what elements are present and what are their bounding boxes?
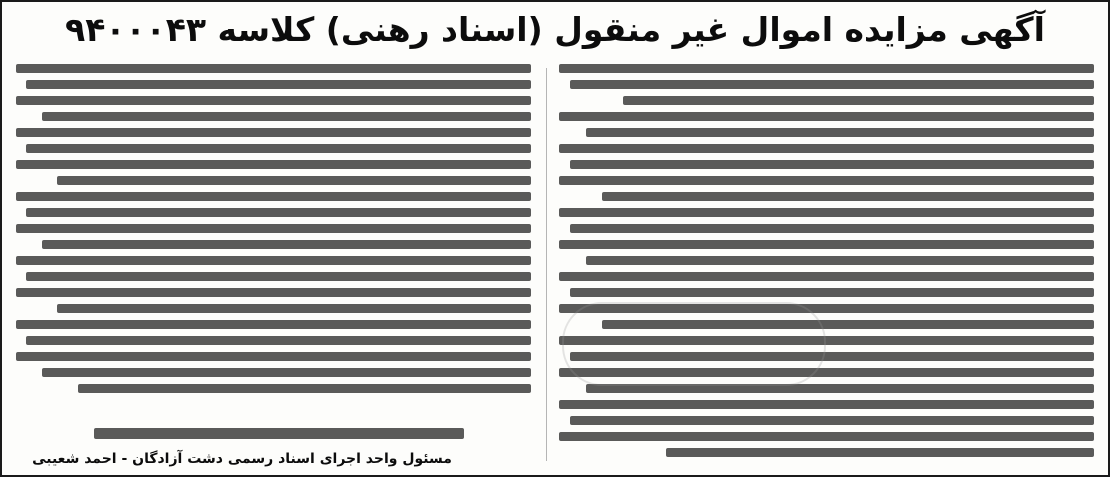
text-line <box>42 368 531 377</box>
text-line <box>586 128 1094 137</box>
text-line <box>16 256 531 265</box>
text-line <box>16 288 531 297</box>
date-and-reference-line <box>94 428 464 439</box>
text-line <box>623 96 1094 105</box>
text-line <box>586 384 1094 393</box>
text-line <box>26 144 531 153</box>
text-line <box>57 304 531 313</box>
text-line <box>26 80 531 89</box>
text-line <box>559 304 1094 313</box>
body-text-left-column <box>16 64 531 467</box>
text-line <box>586 256 1094 265</box>
text-line <box>16 320 531 329</box>
text-line <box>602 192 1094 201</box>
text-line <box>559 144 1094 153</box>
text-line <box>42 240 531 249</box>
text-line <box>570 288 1094 297</box>
text-line <box>16 160 531 169</box>
text-line <box>559 112 1094 121</box>
text-line <box>16 128 531 137</box>
text-line <box>78 384 531 393</box>
text-line <box>26 272 531 281</box>
notice-signature: مسئول واحد اجرای اسناد رسمی دشت آزادگان - احمد شعیبی <box>32 451 452 467</box>
text-line <box>559 64 1094 73</box>
text-line <box>42 112 531 121</box>
text-line <box>16 96 531 105</box>
text-line <box>559 272 1094 281</box>
text-line <box>559 336 1094 345</box>
text-line <box>16 224 531 233</box>
text-line <box>559 432 1094 441</box>
body-text-right-column <box>559 64 1094 467</box>
text-line <box>559 368 1094 377</box>
text-line <box>57 176 531 185</box>
text-line <box>570 80 1094 89</box>
text-line <box>559 240 1094 249</box>
text-line <box>26 208 531 217</box>
text-line <box>570 224 1094 233</box>
text-line <box>559 400 1094 409</box>
text-line <box>26 336 531 345</box>
column-divider <box>546 68 547 461</box>
text-line <box>16 192 531 201</box>
text-line <box>602 320 1094 329</box>
text-line <box>666 448 1094 457</box>
text-line <box>559 208 1094 217</box>
text-line <box>559 176 1094 185</box>
text-line <box>16 352 531 361</box>
text-line <box>16 64 531 73</box>
text-line <box>570 160 1094 169</box>
text-line <box>570 352 1094 361</box>
notice-title: آگهی مزایده اموال غیر منقول (اسناد رهنی) کلاسه ۹۴۰۰۰۴۳ <box>65 10 1045 49</box>
text-line <box>570 416 1094 425</box>
